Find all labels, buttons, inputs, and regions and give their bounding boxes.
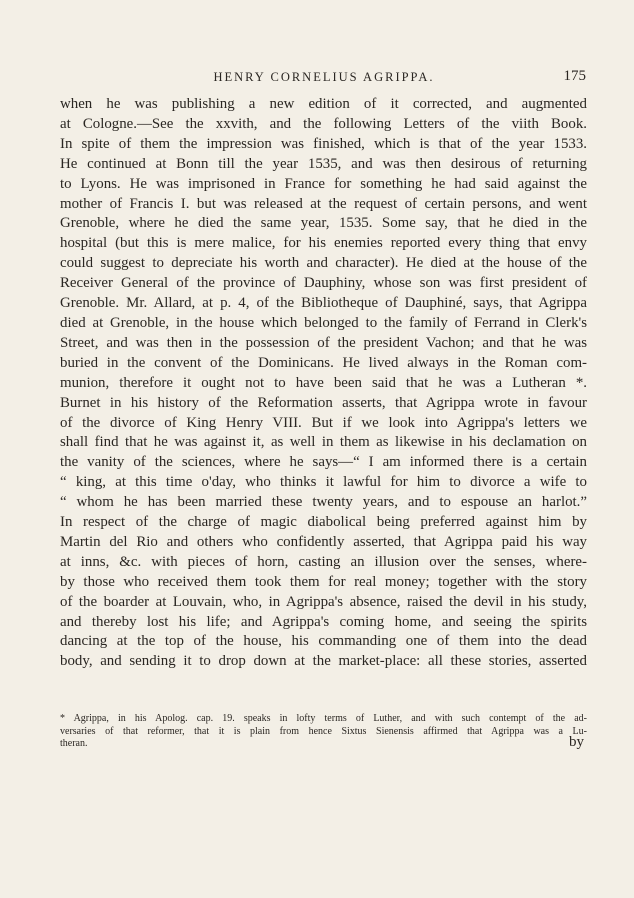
body-line: died at Grenoble, in the house which belonged to the family of Ferrand in Clerk's [60, 314, 587, 331]
footnote-line: theran. [60, 738, 88, 749]
body-line: hospital (but this is mere malice, for his enemies reported every thing that envy [60, 235, 587, 252]
body-line: of the boarder at Louvain, who, in Agrippa's absence, raised the devil in his study, [60, 593, 587, 610]
body-line: “ king, at this time o'day, who thinks it lawful for him to divorce a wife to [60, 474, 587, 491]
page-number: 175 [563, 68, 586, 84]
body-line: at inns, &c. with pieces of horn, casting an illusion over the senses, where- [60, 553, 587, 570]
body-line: of the divorce of King Henry VIII. But if we look into Agrippa's letters we [60, 414, 587, 431]
catchword: by [569, 734, 584, 750]
body-line: dancing at the top of the house, his commanding one of them into the dead [60, 633, 587, 650]
body-line: at Cologne.—See the xxvith, and the following Letters of the viith Book. [60, 115, 587, 132]
page-header [60, 68, 588, 90]
footnote [60, 713, 587, 751]
body-line: He continued at Bonn till the year 1535, and was then desirous of returning [60, 155, 587, 172]
body-line: Burnet in his history of the Reformation asserts, that Agrippa wrote in favour [60, 394, 587, 411]
body-line: Grenoble. Mr. Allard, at p. 4, of the Bibliotheque of Dauphiné, says, that Agrippa [60, 295, 587, 312]
body-line: Street, and was then in the possession of the president Vachon; and that he was [60, 334, 587, 351]
body-text [60, 95, 587, 672]
body-line: shall find that he was against it, as well in them as likewise in his declamation on [60, 434, 587, 451]
body-line: and thereby lost his life; and Agrippa's coming home, and seeing the spirits [60, 613, 587, 630]
body-line: when he was publishing a new edition of it corrected, and augmented [60, 96, 587, 112]
footnote-line: * Agrippa, in his Apolog. cap. 19. speaks in lofty terms of Luther, and with such contempt of the ad- [60, 713, 587, 724]
body-line: Martin del Rio and others who confidently asserted, that Agrippa paid his way [60, 533, 587, 550]
body-line: In spite of them the impression was finished, which is that of the year 1533. [60, 135, 587, 152]
body-line: body, and sending it to drop down at the market-place: all these stories, asserted [60, 653, 587, 670]
body-line: the vanity of the sciences, where he says—“ I am informed there is a certain [60, 454, 587, 471]
body-line: could suggest to depreciate his worth and character). He died at the house of the [60, 255, 587, 272]
body-line: by those who received them took them for real money; together with the story [60, 573, 587, 590]
body-line: buried in the convent of the Dominicans. He lived always in the Roman com- [60, 354, 587, 371]
body-line: “ whom he has been married these twenty years, and to espouse an harlot.” [60, 494, 587, 511]
footnote-line: versaries of that reformer, that it is plain from hence Sixtus Sienensis affirmed that Agrippa was a Lu- [60, 725, 587, 737]
running-title: HENRY CORNELIUS AGRIPPA. [213, 70, 435, 84]
body-line: to Lyons. He was imprisoned in France for something he had said against the [60, 175, 587, 192]
body-line: Receiver General of the province of Dauphiny, whose son was first president of [60, 275, 587, 292]
body-line: mother of Francis I. but was released at the request of certain persons, and went [60, 195, 587, 212]
body-line: In respect of the charge of magic diabolical being preferred against him by [60, 514, 587, 531]
body-line: munion, therefore it ought not to have been said that he was a Lutheran *. [60, 374, 587, 391]
body-line: Grenoble, where he died the same year, 1535. Some say, that he died in the [60, 215, 587, 232]
